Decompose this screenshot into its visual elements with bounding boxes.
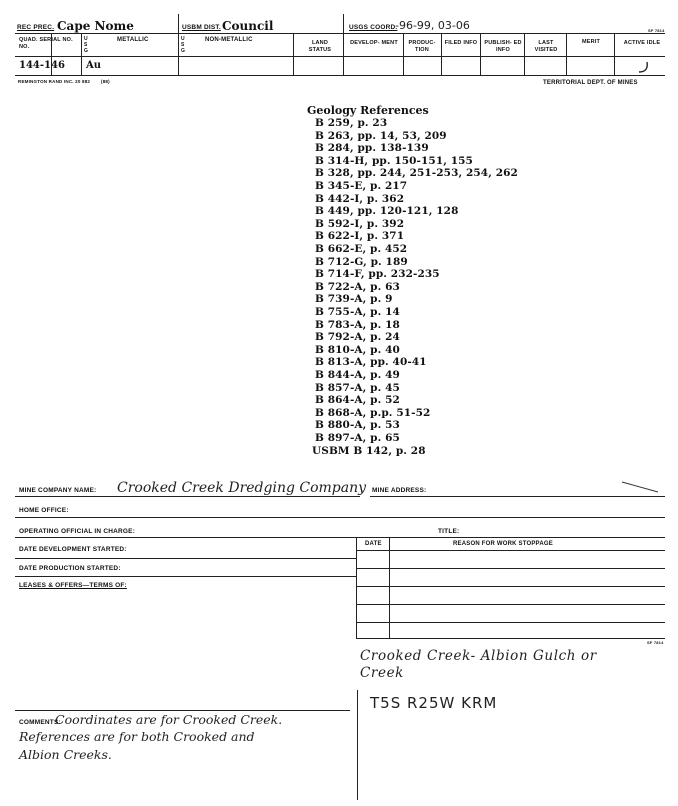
form-number: SF 7814 bbox=[648, 28, 665, 33]
usgs-nonmetallic-letters: U S G bbox=[181, 36, 186, 54]
reference-item: B 284, pp. 138-139 bbox=[315, 142, 429, 155]
reference-item: B 592-I, p. 392 bbox=[315, 217, 405, 230]
reference-item: B 864-A, p. 52 bbox=[315, 394, 400, 407]
references-title: Geology References bbox=[307, 104, 429, 117]
reference-item: B 897-A, p. 65 bbox=[315, 432, 400, 444]
reference-item: B 622-I, p. 371 bbox=[315, 230, 405, 243]
usbm-dist-value: Council bbox=[222, 19, 274, 33]
land-status-label: LAND STATUS bbox=[308, 40, 332, 53]
reference-item: B 314-H, pp. 150-151, 155 bbox=[315, 154, 473, 167]
reference-item: B 739-A, p. 9 bbox=[315, 293, 393, 306]
pen-stroke bbox=[620, 480, 660, 494]
handwritten-township: T5S R25W KRM bbox=[370, 694, 498, 712]
dev-started-label: DATE DEVELOPMENT STARTED: bbox=[19, 546, 127, 553]
reference-item: B 328, pp. 244, 251-253, 254, 262 bbox=[315, 167, 518, 180]
rec-prec-label: REC PREC. bbox=[17, 24, 55, 31]
reference-item: B 844-A, p. 49 bbox=[315, 369, 400, 381]
last-visited-label: LAST VISITED bbox=[534, 40, 558, 53]
reference-item: B 662-E, p. 452 bbox=[315, 243, 408, 255]
active-idle-label: ACTIVE IDLE bbox=[623, 40, 661, 46]
remington-number: 882 bbox=[82, 79, 91, 84]
remington-code: (88) bbox=[101, 79, 110, 84]
handwritten-location: Crooked Creek- Albion Gulch or bbox=[360, 648, 597, 664]
metallic-label: METALLIC bbox=[117, 37, 149, 43]
reference-item: B 714-F, pp. 232-235 bbox=[315, 268, 440, 281]
reference-item: B 792-A, p. 24 bbox=[315, 331, 400, 344]
publish-label: PUBLISH- ED INFO bbox=[484, 40, 522, 53]
reference-item: B 810-A, p. 40 bbox=[315, 343, 400, 356]
remington-note: REMINGTON RAND INC. 20 bbox=[18, 79, 81, 84]
reference-item: B 449, pp. 120-121, 128 bbox=[315, 205, 459, 218]
reference-item: B 259, p. 23 bbox=[315, 117, 388, 129]
produc-label: PRODUC- TION bbox=[408, 40, 436, 53]
reference-item: B 345-E, p. 217 bbox=[315, 180, 408, 192]
develop-label: DEVELOP- MENT bbox=[350, 40, 398, 46]
comments-line3: Albion Creeks. bbox=[19, 747, 112, 762]
reference-item: B 442-I, p. 362 bbox=[315, 192, 405, 205]
home-office-label: HOME OFFICE: bbox=[19, 507, 69, 514]
usgs-coord-label: USGS COORD. bbox=[349, 24, 398, 31]
reference-item: B 783-A, p. 18 bbox=[315, 318, 400, 331]
check-mark-icon bbox=[637, 60, 651, 74]
reference-item: B 857-A, p. 45 bbox=[315, 381, 400, 394]
company-value: Crooked Creek Dredging Company bbox=[117, 480, 367, 496]
reference-item: B 813-A, pp. 40-41 bbox=[315, 356, 427, 369]
reference-item: B 880-A, p. 53 bbox=[315, 419, 400, 432]
official-label: OPERATING OFFICIAL IN CHARGE: bbox=[19, 528, 136, 535]
metallic-value: Au bbox=[86, 60, 102, 71]
title-label: TITLE: bbox=[438, 528, 460, 535]
reason-col-label: REASON FOR WORK STOPPAGE bbox=[453, 541, 553, 547]
comments-line2: References are for both Crooked and bbox=[19, 729, 255, 744]
company-label: MINE COMPANY NAME: bbox=[19, 487, 97, 494]
leases-label: LEASES & OFFERS—TERMS OF: bbox=[19, 582, 127, 589]
reference-item: B 868-A, p.p. 51-52 bbox=[315, 406, 431, 419]
prod-started-label: DATE PRODUCTION STARTED: bbox=[19, 565, 121, 572]
rec-prec-value: Cape Nome bbox=[57, 19, 134, 33]
quad-value: 144-146 bbox=[19, 60, 65, 71]
merit-label: MERIT bbox=[581, 39, 601, 45]
comments-label: COMMENTS: bbox=[19, 719, 61, 726]
territorial-label: TERRITORIAL DEPT. OF MINES bbox=[543, 80, 638, 86]
usbm-dist-label: USBM DIST. bbox=[182, 24, 221, 31]
reference-item: USBM B 142, p. 28 bbox=[312, 444, 426, 457]
reference-item: B 263, pp. 14, 53, 209 bbox=[315, 129, 447, 142]
usgs-metallic-letters: U S G bbox=[84, 36, 89, 54]
handwritten-location-2: Creek bbox=[360, 665, 404, 681]
nonmetallic-label: NON-METALLIC bbox=[205, 37, 253, 43]
reference-item: B 712-G, p. 189 bbox=[315, 255, 408, 268]
quad-serial-label: QUAD. SERIAL NO. NO. bbox=[19, 37, 73, 50]
comments-line1: Coordinates are for Crooked Creek. bbox=[55, 712, 283, 727]
filed-label: FILED INFO bbox=[444, 40, 478, 46]
form-number-small: SF 7814 bbox=[647, 640, 664, 645]
date-col-label: DATE bbox=[365, 541, 382, 547]
reference-item: B 722-A, p. 63 bbox=[315, 280, 400, 293]
address-label: MINE ADDRESS: bbox=[372, 487, 427, 494]
reference-item: B 755-A, p. 14 bbox=[315, 306, 400, 318]
usgs-coord-value: -96-99, 03-06 bbox=[395, 19, 470, 32]
